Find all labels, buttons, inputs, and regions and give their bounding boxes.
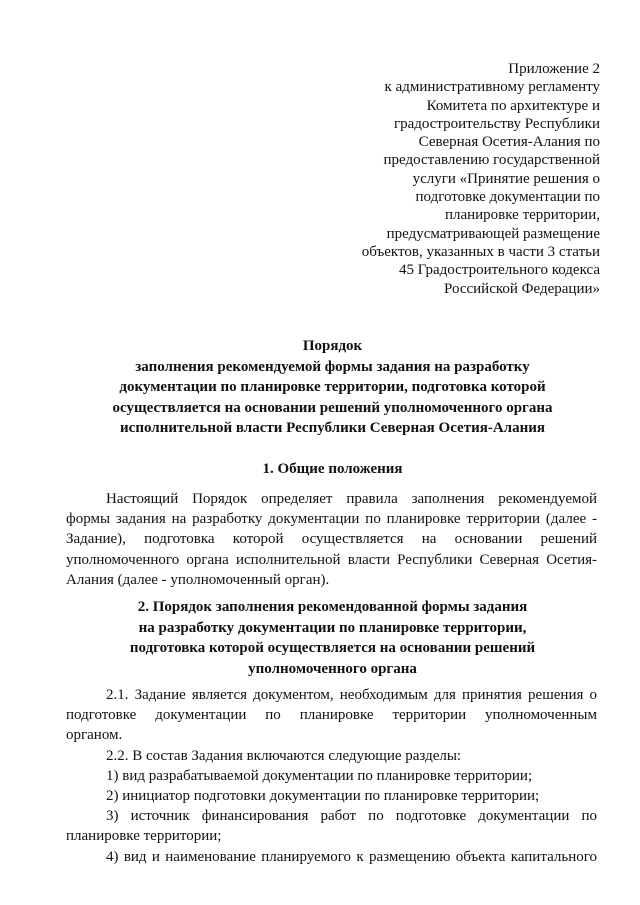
appendix-line: Северная Осетия-Алания по [418, 134, 600, 151]
section-2-body [66, 685, 597, 867]
appendix-line: градостроительству Республики [393, 115, 600, 132]
appendix-line: предусматривающей размещение [386, 225, 600, 242]
heading-line: уполномоченного органа [248, 660, 417, 677]
appendix-header [320, 60, 600, 298]
appendix-line: 45 Градостроительного кодекса [399, 262, 600, 279]
appendix-line: Приложение 2 [508, 61, 600, 77]
heading-line: 2. Порядок заполнения рекомендованной формы задания [137, 599, 528, 615]
item-2-2-line: 2.2. В состав Задания включаются следующие разделы: [106, 747, 462, 764]
document-title [60, 336, 605, 439]
title-line: Порядок [302, 338, 363, 354]
section-1-heading: 1. Общие положения [262, 461, 403, 477]
item-2-1-line: подготовке документации по планировке территории уполномоченным [66, 707, 597, 724]
list-item-1: 1) вид разрабатываемой документации по планировке территории; [106, 767, 533, 784]
appendix-line: Российской Федерации» [443, 280, 600, 297]
paragraph-line: уполномоченного органа исполнительной власти Республики Северная Осетия- [66, 551, 597, 568]
appendix-line: к административному регламенту [384, 79, 600, 96]
heading-line: на разработку документации по планировке территории, [138, 619, 527, 636]
paragraph-line: Задание), подготовка которой осуществляется на основании решений [66, 531, 597, 548]
paragraph-line: Алания (далее - уполномоченный орган). [66, 571, 330, 588]
paragraph-line: Настоящий Порядок определяет правила заполнения рекомендуемой [106, 491, 597, 507]
appendix-line: Комитета по архитектуре и [426, 97, 600, 114]
appendix-line: подготовке документации по [415, 189, 600, 206]
appendix-line: планировке территории, [444, 207, 600, 224]
paragraph-line: формы задания на разработку документации по планировке территории (далее - [66, 511, 597, 528]
list-item-4-line: 4) вид и наименование планируемого к размещению объекта капитального [106, 848, 597, 865]
title-line: заполнения рекомендуемой формы задания на разработку [135, 358, 530, 375]
list-item-2: 2) инициатор подготовки документации по планировке территории; [106, 788, 540, 805]
list-item-3-line: планировке территории; [66, 828, 222, 845]
section-1-paragraph [66, 489, 597, 590]
heading-line: подготовка которой осуществляется на основании решений [129, 640, 536, 656]
appendix-line: объектов, указанных в части 3 статьи [361, 243, 600, 260]
list-item-3-line: 3) источник финансирования работ по подготовке документации по [106, 808, 597, 825]
title-line: осуществляется на основании решений уполномоченного органа [112, 399, 553, 416]
title-line: документации по планировке территории, подготовка которой [119, 379, 546, 395]
appendix-line: предоставлению государственной [383, 152, 600, 169]
section-2-heading [60, 597, 605, 679]
appendix-line: услуги «Принятие решения о [412, 170, 600, 187]
item-2-1-line: 2.1. Задание является документом, необходимым для принятия решения о [106, 687, 597, 703]
item-2-1-line: органом. [66, 727, 123, 744]
title-line: исполнительной власти Республики Северная Осетия-Алания [120, 420, 545, 436]
